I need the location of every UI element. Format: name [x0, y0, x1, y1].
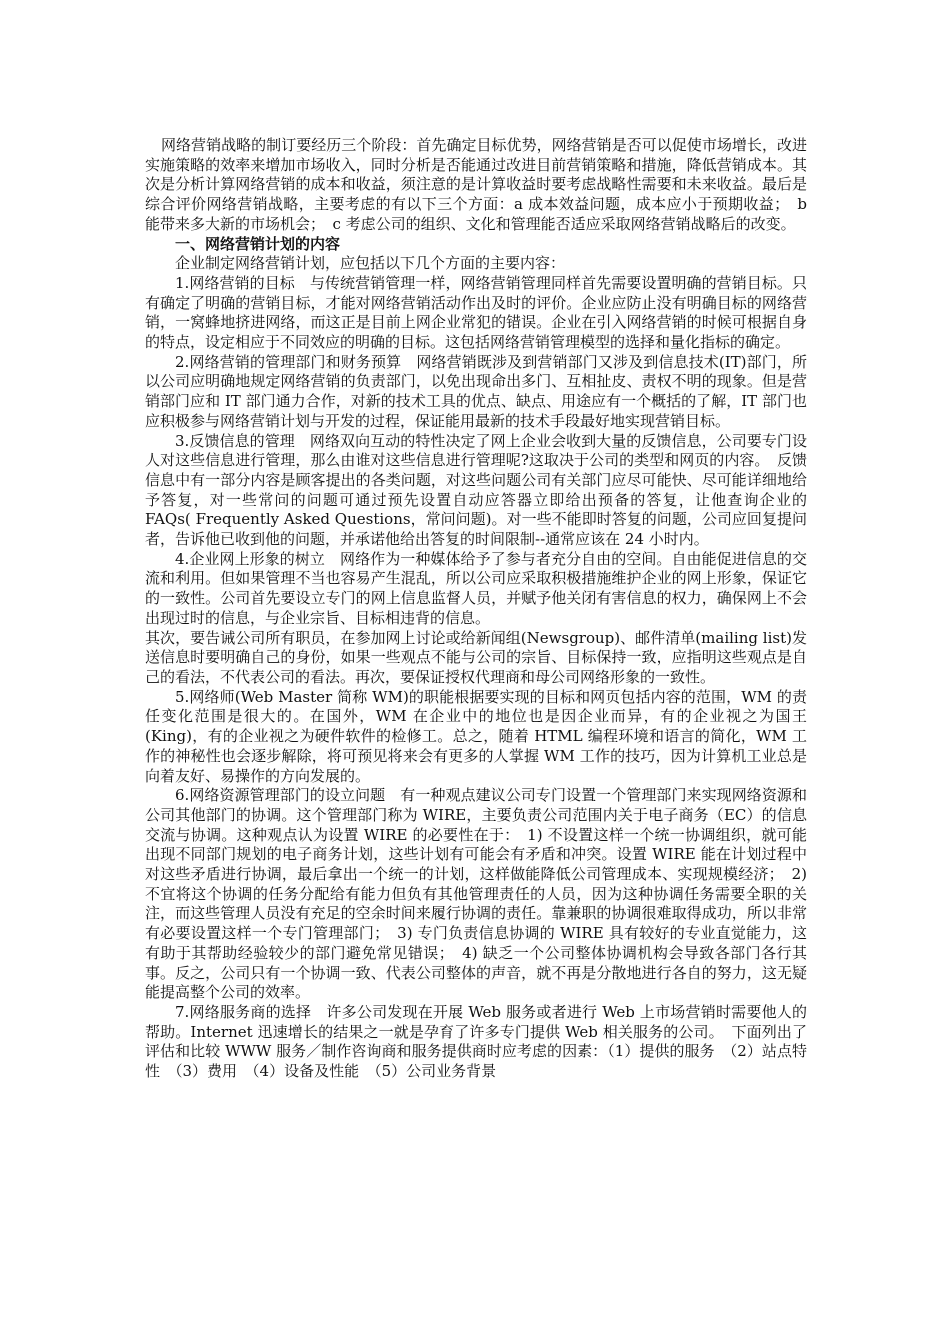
item-4-paragraph: 4.企业网上形象的树立 网络作为一种媒体给予了参与者充分自由的空间。自由能促进信息的交流和利用。但如果管理不当也容易产生混乱，所以公司应采取积极措施维护企业的网上形象，保证它的一致性。公司首先要设立专门的网上信息监督人员，并赋予他关闭有害信息的权力，确保网上不会出现过时的信息，与企业宗旨、目标相违背的信息。 — [145, 549, 807, 627]
intro-paragraph: 网络营销战略的制订要经历三个阶段：首先确定目标优势，网络营销是否可以促使市场增长，改进实施策略的效率来增加市场收入，同时分析是否能通过改进目前营销策略和措施，降低营销成本。其次是分析计算网络营销的成本和收益，须注意的是计算收益时要考虑战略性需要和未来收益。最后是综合评价网络营销战略，主要考虑的有以下三个方面：a 成本效益问题，成本应小于预期收益； b 能带来多大新的市场机会； c 考虑公司的组织、文化和管理能否适应采取网络营销战略后的改变。 — [145, 136, 807, 233]
document-page — [145, 136, 807, 1082]
section-heading: 一、网络营销计划的内容 — [175, 234, 341, 253]
item-5-paragraph: 5.网络师(Web Master 简称 WM)的职能根据要实现的目标和网页包括内容的范围，WM 的责任变化范围是很大的。在国外，WM 在企业中的地位也是因企业而异，有的企业视之为国王(King)，有的企业视之为硬件软件的检修工。总之，随着 HTML 编程环境和语言的简化，WM 工作的神秘性也会逐步解除，将可预见将来会有更多的人掌握 WM 工作的技巧，因为计算机工业总是向着友好、易操作的方向发展的。 — [145, 687, 807, 785]
section-intro-paragraph: 企业制定网络营销计划，应包括以下几个方面的主要内容： — [175, 254, 566, 273]
item-3-paragraph: 3.反馈信息的管理 网络双向互动的特性决定了网上企业会收到大量的反馈信息，公司要专门设人对这些信息进行管理，那么由谁对这些信息进行管理呢?这取决于公司的类型和网页的内容。 反馈信息中有一部分内容是顾客提出的各类问题，对这些问题公司有关部门应尽可能快、尽可能详细地给予答复，对一些常问的问题可通过预先设置自动应答器立即给出预备的答复，让他查询企业的 FAQs( Frequently Asked Questions，常问问题)。对一些不能即时答复的问题，公司应回复提问者，告诉他已收到他的问题，并承诺他给出答复的时间限制--通常应该在 24 小时内。 — [145, 431, 807, 549]
item-4-continued-paragraph: 其次，要告诫公司所有职员，在参加网上讨论或给新闻组(Newsgroup)、邮件清单(mailing list)发送信息时要明确自己的身份，如果一些观点不能与公司的宗旨、目标保持一致，应指明这些观点是自己的看法，不代表公司的看法。再次，要保证授权代理商和母公司网络形象的一致性。 — [145, 628, 807, 686]
item-1-paragraph: 1.网络营销的目标 与传统营销管理一样，网络营销管理同样首先需要设置明确的营销目标。只有确定了明确的营销目标，才能对网络营销活动作出及时的评价。企业应防止没有明确目标的网络营销，一窝蜂地挤进网络，而这正是目前上网企业常犯的错误。企业在引入网络营销的时候可根据自身的特点，设定相应于不同效应的明确的目标。这包括网络营销管理模型的选择和量化指标的确定。 — [145, 273, 807, 352]
item-7-paragraph: 7.网络服务商的选择 许多公司发现在开展 Web 服务或者进行 Web 上市场营销时需要他人的帮助。Internet 迅速增长的结果之一就是孕育了许多专门提供 Web 相关服务的公司。 下面列出了评估和比较 WWW 服务／制作咨询商和服务提供商时应考虑的因素：（1）提供的服务 （2）站点特性 （3）费用 （4）设备及性能 （5）公司业务背景 — [145, 1002, 807, 1081]
item-2-paragraph: 2.网络营销的管理部门和财务预算 网络营销既涉及到营销部门又涉及到信息技术(IT)部门，所以公司应明确地规定网络营销的负责部门，以免出现命出多门、互相扯皮、责权不明的现象。但是营销部门应和 IT 部门通力合作，对新的技术工具的优点、缺点、用途应有一个概括的了解，IT 部门也应积极参与网络营销计划与开发的过程，保证能用最新的技术手段最好地实现营销目标。 — [145, 352, 807, 430]
item-6-paragraph: 6.网络资源管理部门的设立问题 有一种观点建议公司专门设置一个管理部门来实现网络资源和公司其他部门的协调。这个管理部门称为 WIRE，主要负责公司范围内关于电子商务（EC）的信息交流与协调。这种观点认为设置 WIRE 的必要性在于： 1) 不设置这样一个统一协调组织，就可能出现不同部门规划的电子商务计划，这些计划有可能会有矛盾和冲突。设置 WIRE 能在计划过程中对这些矛盾进行协调，最后拿出一个统一的计划，这样做能降低公司管理成本、实现规模经济； 2) 不宜将这个协调的任务分配给有能力但负有其他管理责任的人员，因为这种协调任务需要全职的关注，而这些管理人员没有充足的空余时间来履行协调的责任。靠兼职的协调很难取得成功，所以非常有必要设置这样一个专门管理部门； 3) 专门负责信息协调的 WIRE 具有较好的专业直觉能力，这有助于其帮助经验较少的部门避免常见错误； 4) 缺乏一个公司整体协调机构会导致各部门各行其事。反之，公司只有一个协调一致、代表公司整体的声音，就不再是分散地进行各自的努力，这无疑能提高整个公司的效率。 — [145, 786, 807, 1002]
